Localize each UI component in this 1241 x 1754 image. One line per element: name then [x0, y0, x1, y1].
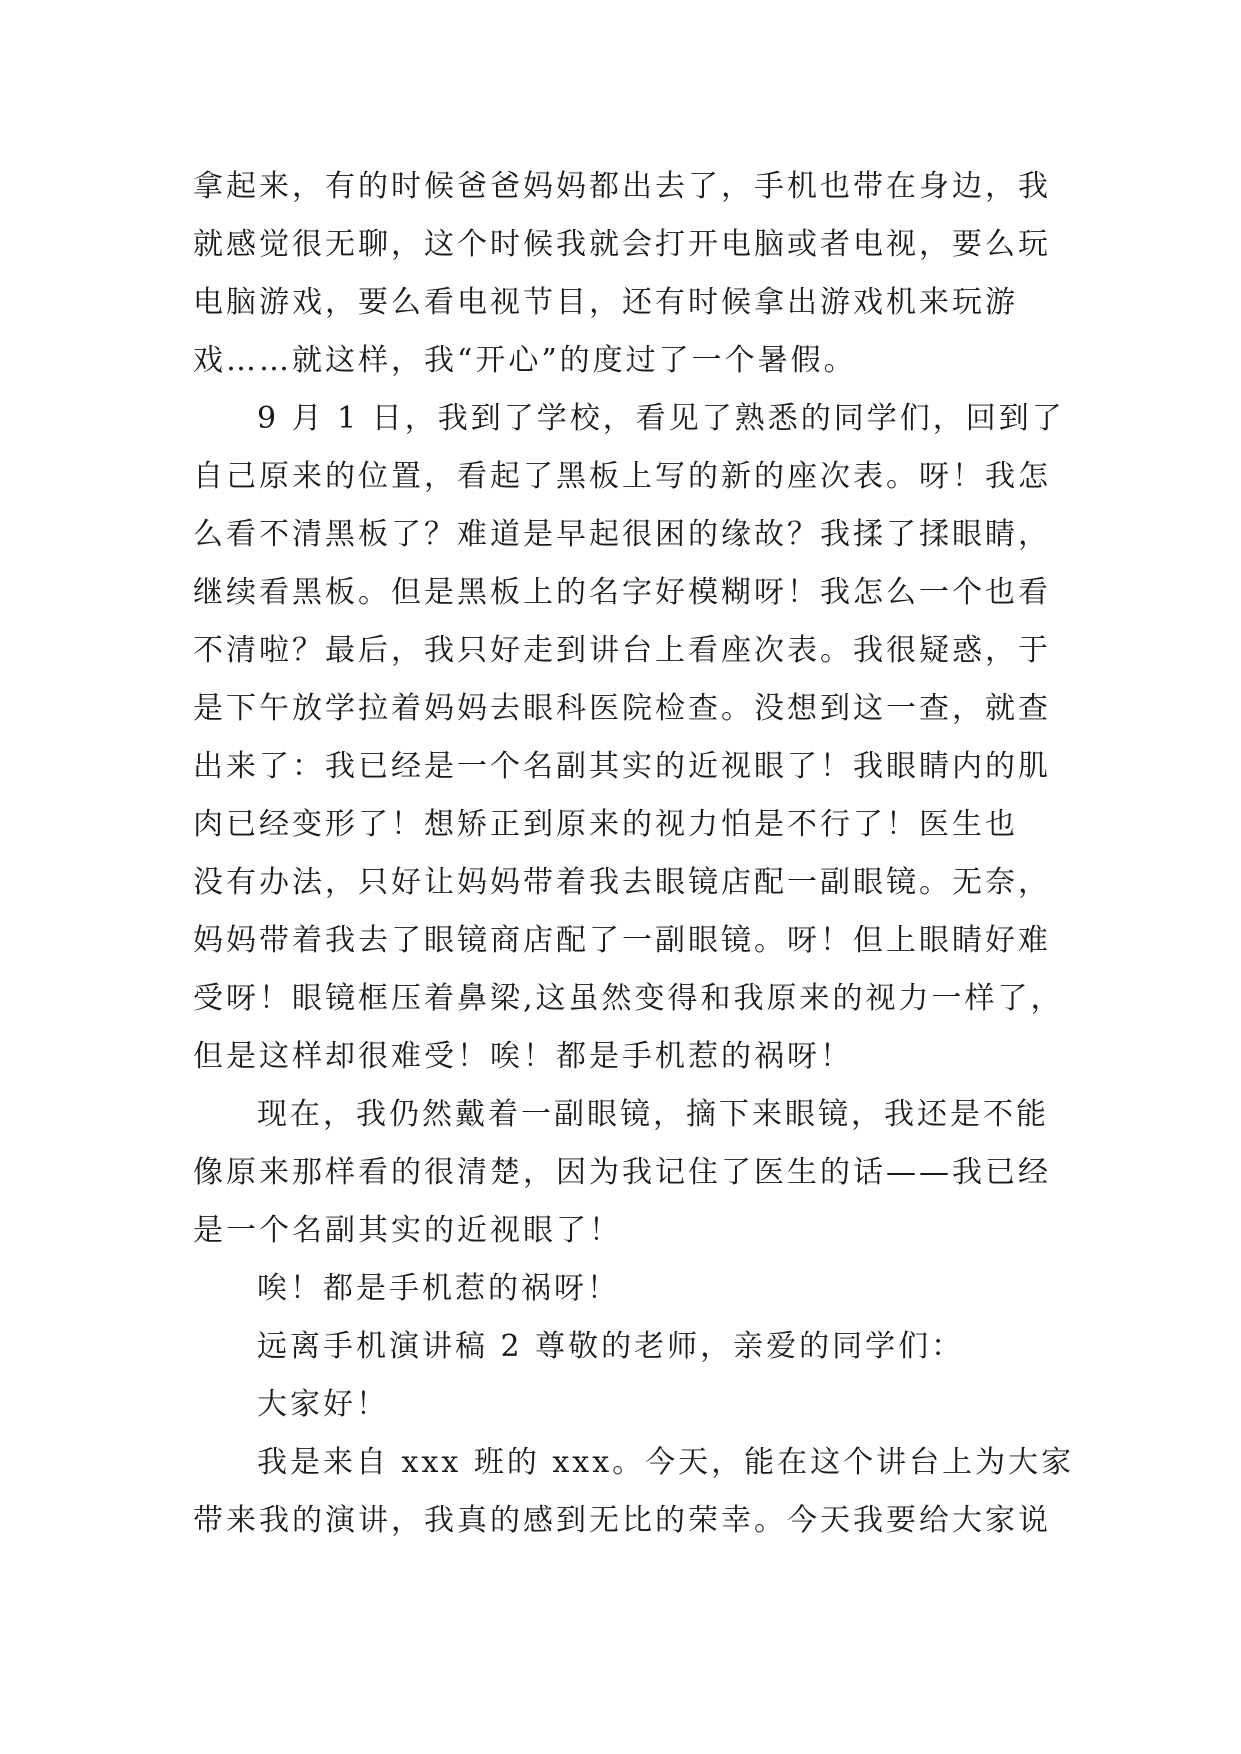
text-line: 出来了：我已经是一个名副其实的近视眼了！我眼睛内的肌 [193, 749, 1051, 784]
text-line: 但是这样却很难受！唉！都是手机惹的祸呀！ [193, 1039, 853, 1074]
text-line: 自己原来的位置，看起了黑板上写的新的座次表。呀！我怎 [193, 459, 1051, 494]
text-line: 是一个名副其实的近视眼了！ [193, 1213, 622, 1248]
text-line: 肉已经变形了！想矫正到原来的视力怕是不行了！医生也 [193, 807, 1018, 842]
text-line: 没有办法，只好让妈妈带着我去眼镜店配一副眼镜。无奈， [193, 865, 1051, 900]
text-line: 就感觉很无聊，这个时候我就会打开电脑或者电视，要么玩 [193, 227, 1051, 262]
text-line: 大家好！ [257, 1387, 389, 1422]
text-line: 带来我的演讲，我真的感到无比的荣幸。今天我要给大家说 [193, 1503, 1051, 1538]
text-line: 我是来自 xxx 班的 xxx。今天，能在这个讲台上为大家 [257, 1445, 1075, 1480]
text-line: 9 月 1 日，我到了学校，看见了熟悉的同学们，回到了 [257, 401, 1065, 436]
text-line: 戏……就这样，我“开心”的度过了一个暑假。 [193, 343, 857, 378]
text-line: 像原来那样看的很清楚，因为我记住了医生的话——我已经 [193, 1155, 1051, 1190]
text-line: 唉！都是手机惹的祸呀！ [257, 1271, 620, 1306]
text-line: 么看不清黑板了？难道是早起很困的缘故？我揉了揉眼睛， [193, 517, 1051, 552]
text-line: 受呀！眼镜框压着鼻梁,这虽然变得和我原来的视力一样了， [193, 981, 1064, 1016]
text-line: 是下午放学拉着妈妈去眼科医院检查。没想到这一查，就查 [193, 691, 1051, 726]
document-body [193, 158, 1075, 1550]
text-line: 远离手机演讲稿 2 尊敬的老师，亲爱的同学们： [257, 1329, 965, 1364]
text-line: 现在，我仍然戴着一副眼镜，摘下来眼镜，我还是不能 [257, 1097, 1049, 1132]
text-line: 拿起来，有的时候爸爸妈妈都出去了，手机也带在身边，我 [193, 169, 1051, 204]
text-line: 不清啦？最后，我只好走到讲台上看座次表。我很疑惑，于 [193, 633, 1051, 668]
text-line: 继续看黑板。但是黑板上的名字好模糊呀！我怎么一个也看 [193, 575, 1051, 610]
text-line: 电脑游戏，要么看电视节目，还有时候拿出游戏机来玩游 [193, 285, 1018, 320]
text-line: 妈妈带着我去了眼镜商店配了一副眼镜。呀！但上眼睛好难 [193, 923, 1051, 958]
